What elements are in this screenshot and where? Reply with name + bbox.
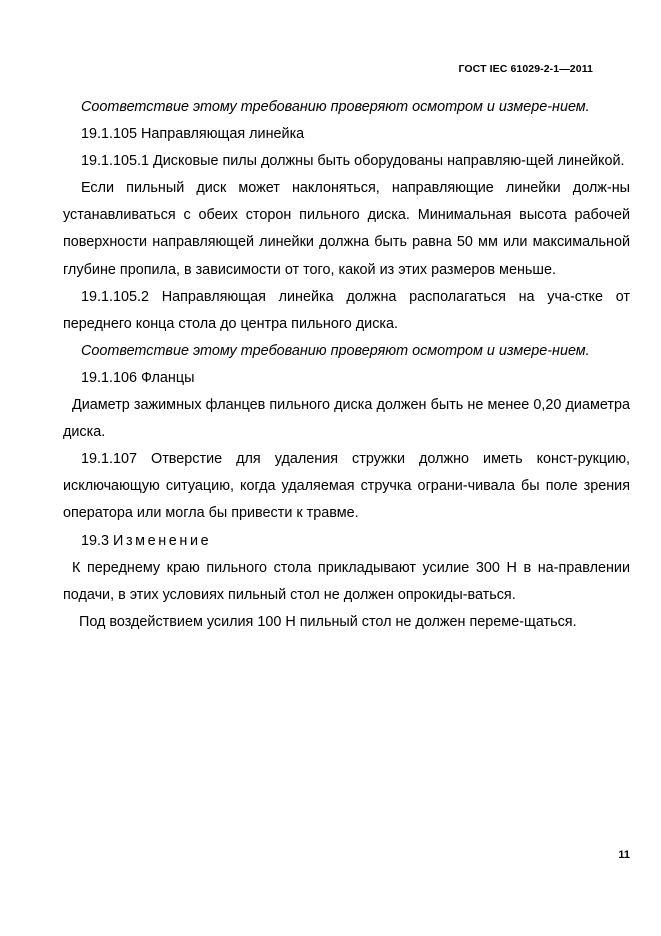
compliance-note-paragraph: Соответствие этому требованию проверяют осмотром и измере-нием. xyxy=(81,99,590,115)
flange-diameter-paragraph: Диаметр зажимных фланцев пильного диска должен быть не менее 0,20 диаметра диска. xyxy=(63,397,630,441)
chip-outlet-paragraph: 19.1.107 Отверстие для удаления стружки должно иметь конст-рукцию, исключающую ситуацию, когда удаляемая стручка ограни-чивала бы поле зрения оператора или могла бы привести к травме. xyxy=(63,451,630,522)
section-heading-flanges: 19.1.106 Фланцы xyxy=(81,369,195,386)
guide-requirement-paragraph: 19.1.105.1 Дисковые пилы должны быть оборудованы направляю-щей линейкой. xyxy=(81,153,625,170)
change-number: 19.3 xyxy=(81,532,110,549)
document-body xyxy=(63,94,630,636)
page-number: 11 xyxy=(618,849,630,861)
compliance-note-paragraph: Соответствие этому требованию проверяют осмотром и измере-нием. xyxy=(81,342,590,359)
change-word: Изменение xyxy=(113,532,212,549)
table-movement-paragraph: Под воздействием усилия 100 Н пильный стол не должен переме-щаться. xyxy=(79,613,577,630)
standard-designation: ГОСТ IEC 61029-2-1—2011 xyxy=(458,63,593,75)
section-heading-guide: 19.1.105 Направляющая линейка xyxy=(81,126,305,143)
section-heading-change xyxy=(63,528,630,555)
table-force-paragraph: К переднему краю пильного стола прикладывают усилие 300 Н в на-правлении подачи, в этих условиях пильный стол не должен опрокиды-ваться. xyxy=(63,559,630,603)
guide-height-paragraph: Если пильный диск может наклоняться, направляющие линейки долж-ны устанавливаться с обеих сторон пильного диска. Минимальная высота рабочей поверхности направляющей линейки должна быть равна 50 мм или максимальной глубине пропила, в зависимости от того, какой из этих размеров меньше. xyxy=(63,180,630,278)
guide-position-paragraph: 19.1.105.2 Направляющая линейка должна располагаться на уча-стке от переднего конца стола до центра пильного диска. xyxy=(63,288,630,332)
